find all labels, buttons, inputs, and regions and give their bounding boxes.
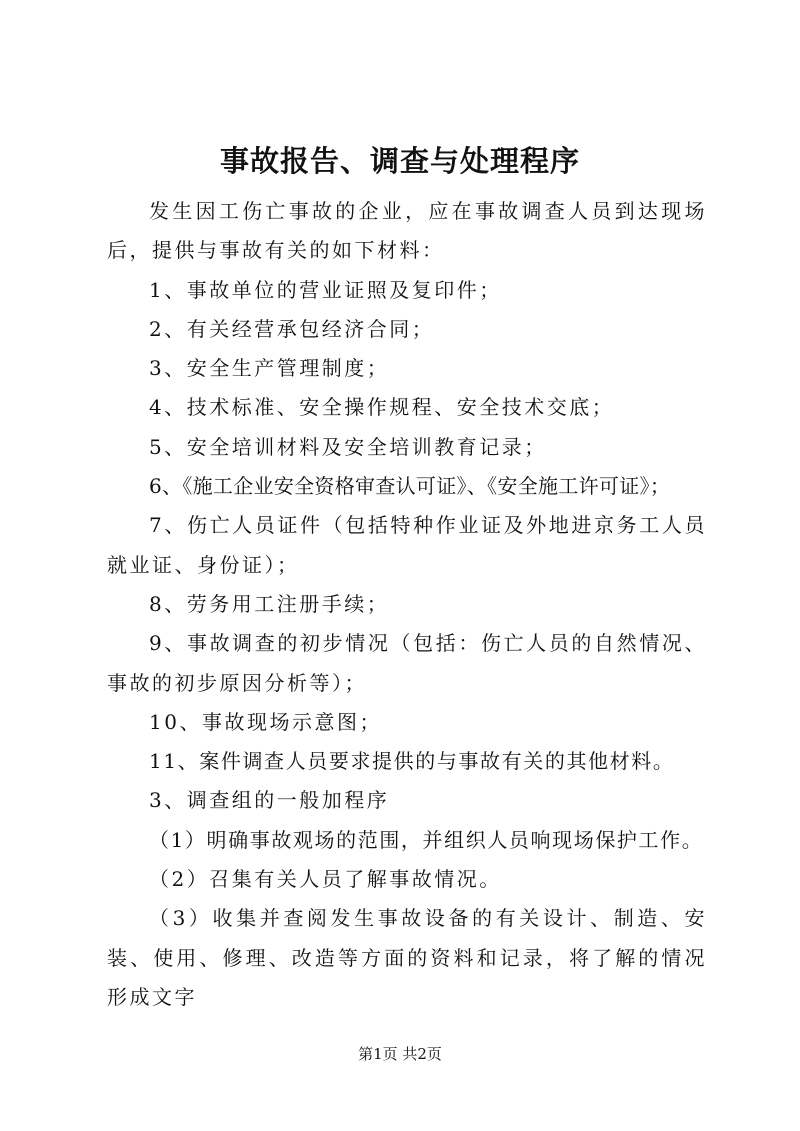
list-item-8: 8、劳务用工注册手续； bbox=[149, 591, 390, 616]
step-2: （2）召集有关人员了解事故情况。 bbox=[149, 867, 502, 892]
intro-paragraph: 发生因工伤亡事故的企业，应在事故调查人员到达现场后，提供与事故有关的如下材料： bbox=[107, 199, 707, 263]
list-item-6: 6、《施工企业安全资格审查认可证》、《安全施工许可证》； bbox=[149, 474, 671, 499]
list-item-2: 2、有关经营承包经济合同； bbox=[149, 316, 435, 341]
list-item-5: 5、安全培训材料及安全培训教育记录； bbox=[149, 434, 547, 459]
list-item-9: 9、事故调查的初步情况（包括：伤亡人员的自然情况、事故的初步原因分析等）； bbox=[107, 631, 707, 695]
list-item-11: 11、案件调查人员要求提供的与事故有关的其他材料。 bbox=[149, 749, 675, 774]
list-item-7: 7、伤亡人员证件（包括特种作业证及外地进京务工人员就业证、身份证）； bbox=[107, 513, 707, 577]
list-item-1: 1、事故单位的营业证照及复印件； bbox=[149, 277, 502, 302]
document-body bbox=[107, 192, 707, 1017]
list-item-4: 4、技术标准、安全操作规程、安全技术交底； bbox=[149, 395, 615, 420]
document-title: 事故报告、调查与处理程序 bbox=[219, 144, 580, 178]
step-1: （1）明确事故观场的范围，并组织人员响现场保护工作。 bbox=[149, 827, 704, 852]
section-heading: 3、调查组的一般加程序 bbox=[149, 788, 390, 813]
list-item-10: 10、事故现场示意图； bbox=[149, 709, 382, 734]
page-footer: 第1页 共2页 bbox=[358, 1045, 442, 1063]
list-item-3: 3、安全生产管理制度； bbox=[149, 356, 390, 381]
step-3: （3）收集并查阅发生事故设备的有关设计、制造、安装、使用、修理、改造等方面的资料和记录，将了解的情况形成文字 bbox=[107, 906, 707, 1009]
